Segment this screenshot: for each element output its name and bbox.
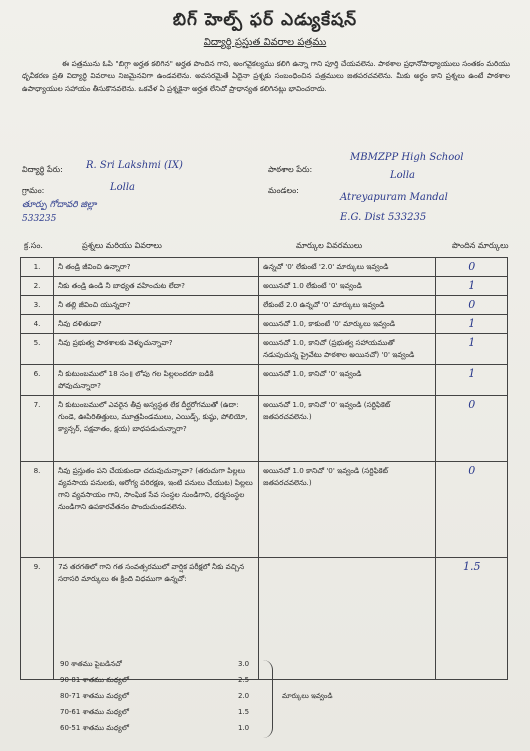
row-question: నీ తండ్రి జీవించి ఉన్నారా? (54, 258, 259, 277)
row-marks: లేకుంటే 2.0 ఉన్నచో '0' మార్కులు ఇవ్వండి (259, 296, 436, 315)
questions-table (20, 257, 508, 680)
row-sn: 7. (21, 396, 54, 462)
school-name-label: పాఠశాల పేరు: (268, 165, 313, 174)
row-question: నీవు దళితుడా? (54, 315, 259, 334)
pin-value: 533235 (22, 214, 57, 224)
row-marks: అయినచో 1.0, కానిచో '0' ఇవ్వండి (సర్టిఫికెట్ జతపరచవలెను.) (259, 396, 436, 462)
row-sn: 8. (21, 462, 54, 558)
row-question: నీ కుటుంబములో 18 సం॥ లోపు గల పిల్లలందరూ బడికి పోవుచున్నారా? (54, 365, 259, 396)
table-row (21, 462, 508, 558)
row-score: 0 (436, 296, 508, 315)
school-name-value: MBMZPP High School (350, 152, 464, 163)
school-name-value-2: Lolla (390, 170, 416, 181)
mandal-value: Atreyapuram Mandal (340, 192, 448, 203)
village-label: గ్రామం: (22, 186, 45, 195)
bands-brace (262, 660, 273, 738)
row-question: నీ తల్లి జీవించి యున్నదా? (54, 296, 259, 315)
band-label: 60-51 శాతము మధ్యలో (60, 724, 129, 732)
band-value: 3.0 (238, 660, 250, 668)
student-name-value: R. Sri Lakshmi (IX) (86, 160, 183, 171)
row-sn: 5. (21, 334, 54, 365)
row-marks: అయినచో 1.0 కానిచో '0' ఇవ్వండి (సర్టిఫికెట్ జతపరచవలెను.) (259, 462, 436, 558)
village-value: Lolla (110, 182, 136, 193)
row-sn: 1. (21, 258, 54, 277)
row-score: 1.5 (436, 558, 508, 680)
row-question: నీ కుటుంబములో ఎవరైన తీవ్ర అస్వస్థత లేక దీర్ఘరోగముతో (ఉదా: గుండె, ఊపిరితిత్తులు, మూత్రపిండములు, ఎయిడ్స్, కుష్ఠు, పోలియో, క్యాన్సర్, పక్షవాతం, క్షయ) బాధపడుచున్నారా? (54, 396, 259, 462)
header-sn: క్ర.సం. (24, 241, 43, 250)
row-question: 7వ తరగతిలో గాని గత సంవత్సరములో వార్షిక పరీక్షలో నీకు వచ్చిన సరాసరి మార్కులు ఈ క్రింది విధముగా ఉన్నచో: (54, 558, 259, 680)
row-question: నీవు ప్రభుత్వ పాఠశాలకు వెళ్ళుచున్నావా? (54, 334, 259, 365)
table-row (21, 258, 508, 277)
bands-note: మార్కులు ఇవ్వండి (282, 692, 333, 700)
row-sn: 9. (21, 558, 54, 680)
row-marks: అయినచో 1.0 లేకుంటే '0' ఇవ్వండి (259, 277, 436, 296)
band-value: 2.0 (238, 692, 250, 700)
row-score: 1 (436, 365, 508, 396)
form-subtitle: విద్యార్థి ప్రస్తుత వివరాల పత్రము (203, 37, 327, 48)
row-sn: 2. (21, 277, 54, 296)
band-value: 1.5 (238, 708, 250, 716)
header-score: పొందిన మార్కులు (452, 241, 509, 250)
district-value: తూర్పు గోదావరి జిల్లా (22, 200, 97, 210)
band-value: 2.5 (238, 676, 250, 684)
table-row (21, 334, 508, 365)
table-row (21, 277, 508, 296)
band-label: 90 శాతము పైబడినచో (60, 660, 122, 668)
row-sn: 6. (21, 365, 54, 396)
row-score: 1 (436, 315, 508, 334)
table-row (21, 296, 508, 315)
row-score: 0 (436, 462, 508, 558)
table-row (21, 396, 508, 462)
row-question: నీకు తండ్రి ఉండి నీ బాధ్యత వహించుట లేదా? (54, 277, 259, 296)
instructions-paragraph: ఈ పత్రమును ఓపి "బిగ్గా అర్హత కలిగిన" అర్హత పొందిన గాని, అంగవైకల్యము కలిగి ఉన్నా గాని పూర్తి చేయవలెను. పాఠశాల ప్రధానోపాధ్యాయులు సంతకం మరియు ధృవీకరణ ప్రతి విద్యార్థి వివరాలు నిజమైనవిగా ఉండవలెను. అవసరమైతే ఏదైనా ప్రశ్నకు సంబంధించిన పత్రములు జతపరచవలెను. మీకు అర్థం కాని ప్రశ్నలు ఉంటే పాఠశాల ఉపాధ్యాయుల సహాయం తీసుకొనవలెను. ఒకవేళ ఏ ప్రశ్నకైనా అర్హత లేనిచో ప్రాధాన్యత కలిగినట్లు భావించరాదు. (22, 59, 510, 93)
row-marks: అయినచో 1.0, కానిచో (ప్రభుత్వ సహాయముతో నడుపుచున్న ప్రైవేటు పాఠశాల అయినచో) '0' ఇవ్వండి (259, 334, 436, 365)
row-score: 0 (436, 396, 508, 462)
header-marks: మార్కుల వివరములు (296, 241, 363, 250)
student-name-label: విద్యార్థి పేరు: (22, 165, 63, 174)
row-sn: 4. (21, 315, 54, 334)
band-label: 70-61 శాతము మధ్యలో (60, 708, 129, 716)
row-question: నీవు ప్రస్తుతం పని చేయకుండా చదువుచున్నావా? (తరుచుగా పిల్లలు వ్యవసాయ పనులకు, ఆరోగ్య పరిరక్షణ, ఇంటి పనులు చేయుట) పిల్లలు గాని వ్యవసాయం గాని, సాంఘిక సేవ సంస్థల నుండిగాని, ధర్మసంస్థల నుండిగాని ఉపకారవేతనం పొందుచుండవలెను. (54, 462, 259, 558)
mandal-label: మండలం: (268, 186, 299, 195)
row-marks (259, 558, 436, 680)
band-label: 90-81 శాతము మధ్యలో (60, 676, 129, 684)
row-marks: అయినచో 1.0, కానిచో '0' ఇవ్వండి (259, 365, 436, 396)
row-score: 1 (436, 277, 508, 296)
row-sn: 3. (21, 296, 54, 315)
header-question: ప్రశ్నలు మరియు వివరాలు (82, 241, 162, 250)
row-score: 1 (436, 334, 508, 365)
table-row (21, 365, 508, 396)
form-title: బిగ్ హెల్ప్ ఫర్ ఎడ్యుకేషన్ (172, 10, 358, 30)
pin-value-right: E.G. Dist 533235 (340, 212, 427, 223)
band-value: 1.0 (238, 724, 250, 732)
table-row (21, 315, 508, 334)
row-score: 0 (436, 258, 508, 277)
band-label: 80-71 శాతము మధ్యలో (60, 692, 129, 700)
row-marks: అయినచో 1.0, కాకుంటే '0' మార్కులు ఇవ్వండి (259, 315, 436, 334)
row-marks: ఉన్నచో '0' లేకుంటే '2.0' మార్కులు ఇవ్వండి (259, 258, 436, 277)
